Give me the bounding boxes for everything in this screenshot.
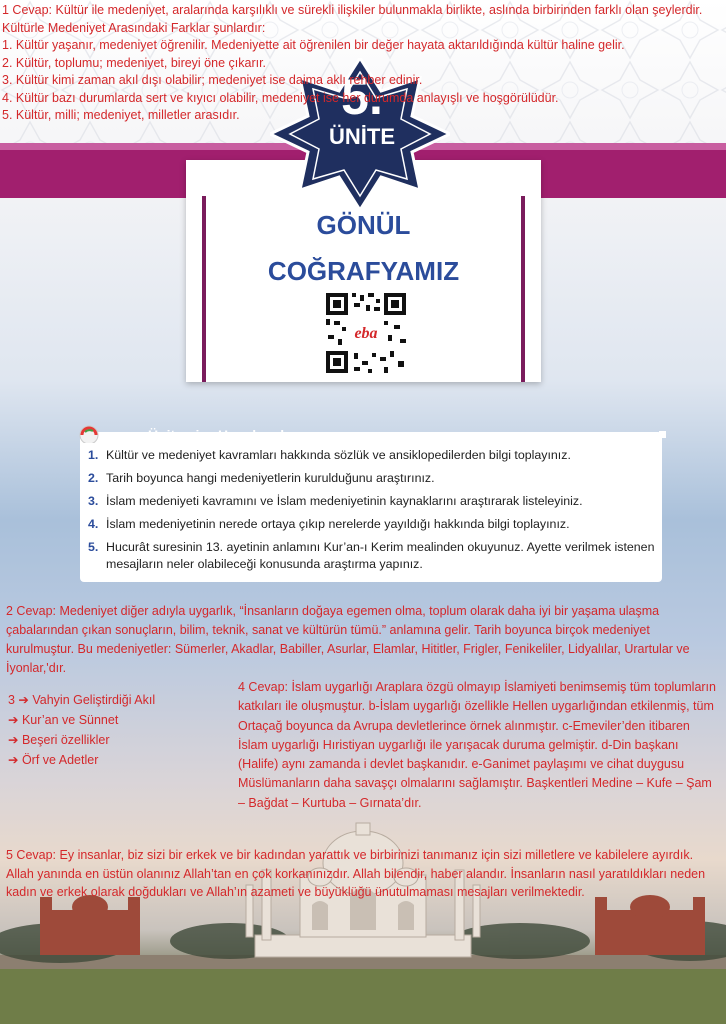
prep-item-number: 1. [88,448,99,462]
qr-code[interactable] [324,291,408,375]
prep-item-text: İslam medeniyetinin nerede ortaya çıkıp nerelerde yayıldığı hakkında bilgi toplayınız. [106,517,570,531]
prep-item [86,539,660,573]
prep-item [86,493,660,510]
answer-5: 5 Cevap: Ey insanlar, biz sizi bir erkek ve bir kadından yarattık ve birbirinizi tanımanız için sizi milletlere ve kabilelere ayırdık. Allah yanında en üstün olanınız Allah’tan en çok korkanınızdır. Allah bilendir, haber alandır. İnsanların nasıl yaratıldıkları neden kadın ve erkek olarak doğdukları ve Allah’ın azameti ve büyüklüğü ünutulmaması mesajları verilmektedir. [6,848,706,899]
prep-item [86,470,660,487]
answer-4: 4 Cevap: İslam uygarlığı Araplara özgü olmayıp İslamiyeti benimsemiş tüm toplumların katkıları ile oluşmuştur. b-İslam uygarlığı özellikle Hellen uygarlığından etkilenmiş, tüm Ortaçağ boyunca da Avrupa devletlerince örnek alınmıştır. c-Emeviler’den itibaren İslam uygarlığı Hıristiyan uygarlığı ile yarışacak duruma gelmiştir. d-Din başkanı (Halife) aynı zamanda i devlet başkanıdır. e-Ganimet paylaşımı ve cihat duygusu Müslümanların daha savaşçı olmalarını sağlamıştır. Başkentleri Medine – Kufe – Şam – Bağdat – Kurtuba – Gırnata’dır. [238,680,716,810]
prep-item-number: 4. [88,517,99,531]
unit-number: 5. [341,69,383,125]
answer-3-line: ➔ Örf ve Adetler [8,753,99,767]
prep-item [86,447,660,464]
prep-item-number: 2. [88,471,99,485]
answer-3-line: ➔ Kur’an ve Sünnet [8,713,119,727]
answer-3-line: ➔ Beşeri özellikler [8,733,110,747]
prep-item-text: İslam medeniyeti kavramını ve İslam medeniyetinin kaynaklarını araştırarak listeleyiniz. [106,494,583,508]
answer-1-line: 5. Kültür, milli; medeniyet, milletler arasıdır. [2,108,240,122]
unit-label: ÜNİTE [329,124,395,149]
prep-item-text: Kültür ve medeniyet kavramları hakkında sözlük ve ansiklopedilerden bilgi toplayınız. [106,448,571,462]
answer-1-line: 3. Kültür kimi zaman akıl dışı olabilir; medeniyet ise daima aklı rehber edinir. [2,73,423,87]
answer-1-line: 2. Kültür, toplumu; medeniyet, bireyi öne çıkarır. [2,55,267,70]
eba-logo: eba [354,325,378,342]
prep-item-text: Tarih boyunca hangi medeniyetlerin kurulduğunu araştırınız. [106,471,435,485]
answer-3-line: 3 ➔ Vahyin Geliştirdiği Akıl [8,693,156,707]
answer-2: 2 Cevap: Medeniyet diğer adıyla uygarlık, “İnsanların doğaya egemen olma, toplum olarak daha iyi bir yaşama ulaşma çabalarından çıkan sonuçların, bilim, teknik, sanat ve kültürün tümü.” anlamına gelir. Tarih boyunca birçok medeniyet kurulmuştur. Bu medeniyetler: Sümerler, Akadlar, Babiller, Asurlar, Elamlar, Hititler, Frigler, Fenikeliler, Lidyalılar, Urartular ve İyonlar,'dır. [6,604,690,675]
prep-item-number: 3. [88,494,99,508]
prep-title: Ünitemize Hazırlanalım [148,427,301,443]
answer-1 [2,2,724,125]
answer-1-line: 1. Kültür yaşanır, medeniyet öğrenilir. Medeniyette ait öğrenilen bir değer hayata aktarıldığında kültür haline gelir. [2,38,625,52]
answer-3 [8,690,228,770]
unit-title-line2: COĞRAFYAMIZ [267,256,460,286]
prep-list [86,447,660,579]
unit-title-line1: GÖNÜL [316,210,411,240]
prep-item-number: 5. [88,540,99,554]
answer-1-line: 4. Kültür bazı durumlarda sert ve kıyıcı olabilir, medeniyet ise her durumda anlayışlı ve hoşgörülüdür. [2,90,559,105]
prep-item-text: Hucurât suresinin 13. ayetinin anlamını Kur’an-ı Kerim mealinden okuyunuz. Ayette verilmek istenen mesajların neler olabileceği konusunda araştırma yapınız. [106,540,655,571]
prep-item [86,516,660,533]
answer-1-line: 1 Cevap: Kültür ile medeniyet, aralarında karşılıklı ve sürekli ilişkiler bulunmakla birlikte, aslında birbirinden farklı olan şeylerdir. Kültürle Medeniyet Arasındaki Farklar şunlardır: [2,3,703,35]
